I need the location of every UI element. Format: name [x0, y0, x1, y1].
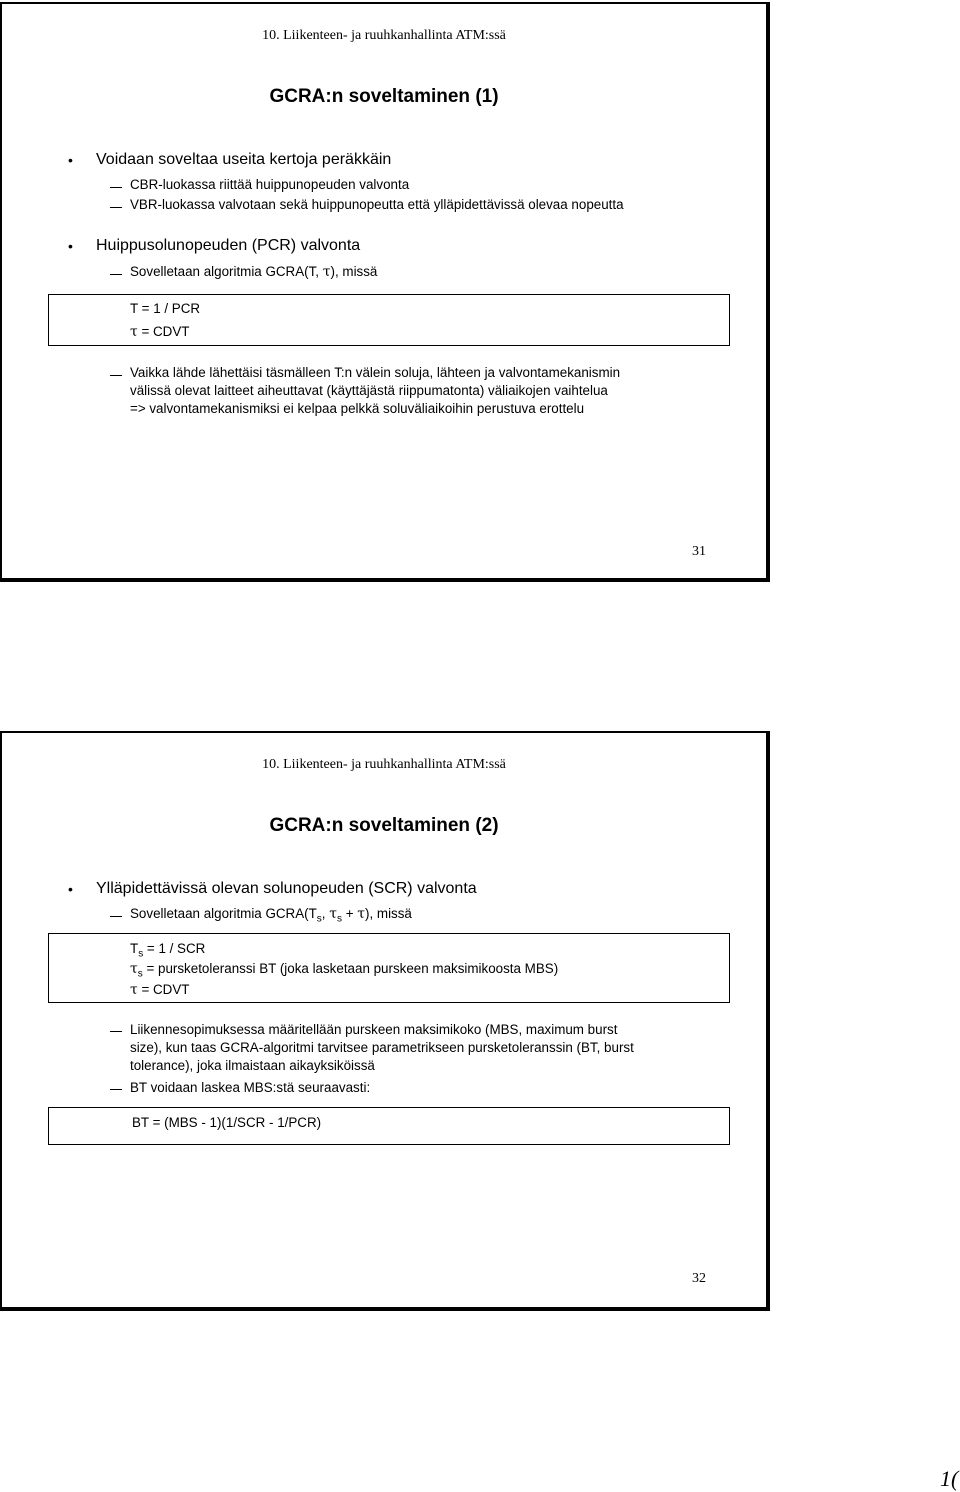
- bullet-text: Voidaan soveltaa useita kertoja peräkkäin: [96, 151, 392, 168]
- dash-marker: [110, 207, 122, 208]
- bullet-dot: •: [68, 152, 73, 168]
- page-header: 10. Liikenteen- ja ruuhkanhallinta ATM:ssä: [262, 28, 506, 43]
- definition-line: $\tau_s$ = pursketoleranssi BT (joka lasketaan purskeen maksimikoosta MBS): [130, 961, 559, 980]
- page-header: 10. Liikenteen- ja ruuhkanhallinta ATM:ssä: [262, 757, 506, 772]
- tau-symbol: τ: [329, 906, 337, 922]
- page-number: 32: [692, 1271, 706, 1286]
- page-number: 31: [692, 544, 706, 559]
- slide-32: [0, 731, 770, 1311]
- definition-line: T = 1 / PCR: [130, 301, 201, 316]
- bullet-text: Ylläpidettävissä olevan solunopeuden (SCR) valvonta: [96, 880, 477, 897]
- paragraph-line: tolerance), joka ilmaistaan aikayksiköissä: [130, 1058, 375, 1073]
- formula: BT = (MBS - 1)(1/SCR - 1/PCR): [132, 1115, 322, 1130]
- sub-item-text: VBR-luokassa valvotaan sekä huippunopeutta että ylläpidettävissä olevaa nopeutta: [130, 197, 624, 212]
- sub-item-text: Sovelletaan algoritmia $GCRA(T_s$, $\tau_s + \tau$), missä: [130, 906, 412, 925]
- paragraph-line: => valvontamekanismiksi ei kelpaa pelkkä soluväliaikoihin perustuva erottelu: [130, 401, 585, 416]
- definition-line: τ = CDVT: [130, 982, 190, 998]
- dash-marker: [110, 1031, 122, 1032]
- dash-marker: [110, 1089, 122, 1090]
- bullet-dot: •: [68, 881, 73, 897]
- tau-symbol: τ: [130, 324, 138, 340]
- tau-symbol: τ: [357, 906, 366, 922]
- tau-symbol: τ: [130, 961, 138, 977]
- tau-symbol: τ: [322, 264, 331, 280]
- bullet-text: Huippusolunopeuden (PCR) valvonta: [96, 237, 361, 254]
- dash-marker: [110, 187, 122, 188]
- sub-item-text: CBR-luokassa riittää huippunopeuden valvonta: [130, 177, 410, 192]
- paragraph-line: Vaikka lähde lähettäisi täsmälleen T:n välein soluja, lähteen ja valvontamekanismin: [130, 365, 621, 380]
- sub-item-text: BT voidaan laskea MBS:stä seuraavasti:: [130, 1080, 371, 1095]
- bullet-dot: •: [68, 238, 73, 254]
- dash-marker: [110, 916, 122, 917]
- tau-symbol: τ: [130, 982, 138, 998]
- dash-marker: [110, 375, 122, 376]
- slide-title: GCRA:n soveltaminen (2): [269, 815, 499, 836]
- paragraph-line: size), kun taas GCRA-algoritmi tarvitsee parametrikseen pursketoleranssin (BT, burst: [130, 1040, 634, 1055]
- definition-line: τ = CDVT: [130, 324, 190, 340]
- dash-marker: [110, 274, 122, 275]
- slide-title: GCRA:n soveltaminen (1): [269, 86, 499, 107]
- cropped-page-number: 1(: [940, 1466, 959, 1491]
- paragraph-line: Liikennesopimuksessa määritellään purskeen maksimikoko (MBS, maximum burst: [130, 1022, 618, 1037]
- definition-line: $T_s = 1$ / SCR: [130, 941, 206, 960]
- paragraph-line: välissä olevat laitteet aiheuttavat (käyttäjästä riippumatonta) väliaikojen vaihtelua: [130, 383, 608, 398]
- slide-31: [0, 2, 770, 582]
- sub-item-text: Sovelletaan algoritmia GCRA(T, τ), missä: [130, 264, 378, 280]
